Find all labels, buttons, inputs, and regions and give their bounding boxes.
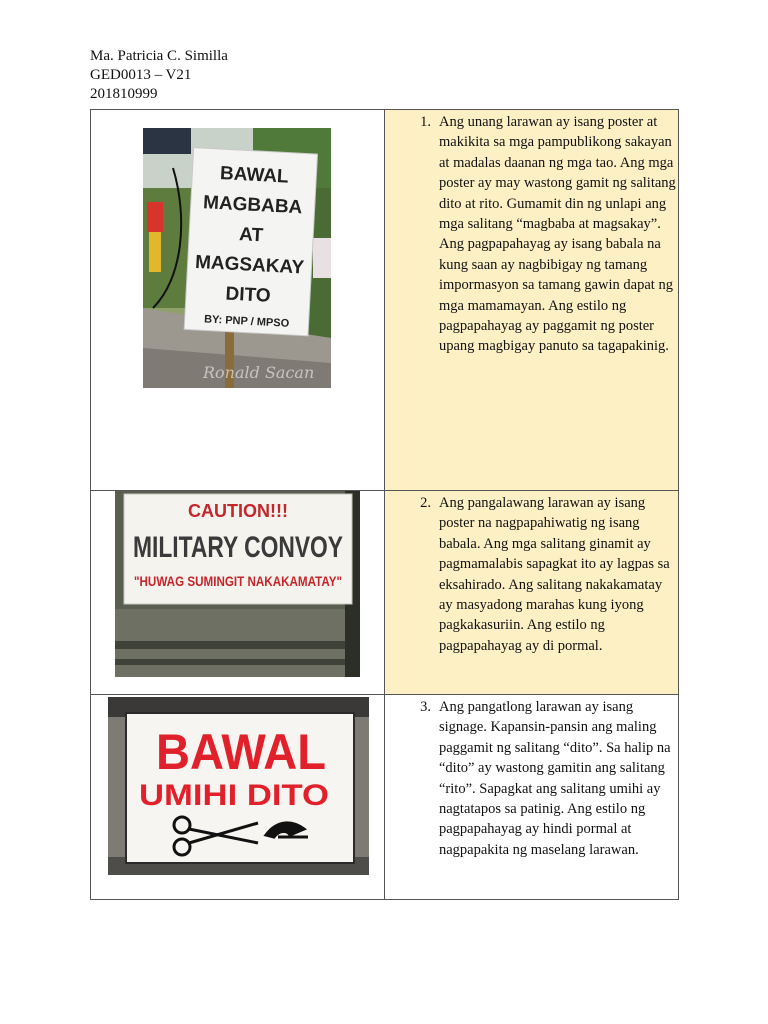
sign-credit: BY: PNP / MPSO	[203, 313, 290, 330]
image-cell	[91, 491, 385, 695]
item-number: 2.	[420, 495, 431, 511]
sign-main: MILITARY CONVOY	[133, 531, 343, 564]
text-cell	[385, 110, 679, 491]
image-cell	[91, 695, 385, 900]
author-name: Ma. Patricia C. Similla	[90, 48, 228, 64]
sign-caution: CAUTION!!!	[188, 501, 288, 521]
table-row	[91, 491, 679, 695]
analysis-table	[90, 109, 679, 900]
list-item	[385, 695, 678, 860]
document-header	[90, 47, 228, 104]
photo-watermark: Ronald Sacan	[203, 363, 315, 382]
list-item	[385, 491, 678, 656]
bawal-magbaba-photo	[143, 128, 331, 388]
text-cell	[385, 491, 679, 695]
item-number: 3.	[420, 699, 431, 715]
sign-line1: BAWAL	[156, 724, 326, 780]
sign-sub: "HUWAG SUMINGIT NAKAKAMATAY"	[134, 573, 342, 589]
item-text: Ang pangatlong larawan ay isang signage. Kapansin-pansin ang maling paggamit ng salitang “dito”. Sa halip na “dito” ay wastong gamitin ang salitang “rito”. Sapagkat ang salitang umihi ay nagtatapos sa patinig. Ang estilo ng pagpapahayag ay hindi pormal at nagpapakita ng maselang larawan.	[439, 699, 671, 858]
image-cell	[91, 110, 385, 491]
sign-line2: UMIHI DITO	[139, 779, 329, 812]
item-number: 1.	[420, 114, 431, 130]
table-row	[91, 110, 679, 491]
item-text: Ang pangalawang larawan ay isang poster na nagpapahiwatig ng isang babala. Ang mga salitang ginamit ay pagmamalabis sapagkat ito ay lagpas sa eksahirado. Ang salitang nakakamatay ay masyadong marahas kung iyong pagkakasuriin. Ang estilo ng pagpapahayag ay di pormal.	[439, 495, 670, 654]
text-cell	[385, 695, 679, 900]
military-convoy-photo	[115, 491, 360, 677]
sign-line: BAWAL	[219, 163, 290, 188]
list-item	[385, 110, 678, 357]
course-code: GED0013 – V21	[90, 67, 192, 83]
bawal-umihi-photo	[108, 697, 369, 875]
sign-line: MAGSAKAY	[194, 251, 305, 279]
student-id: 201810999	[90, 86, 158, 102]
sign-line: MAGBABA	[202, 192, 303, 219]
sign-line: DITO	[224, 283, 272, 307]
table-row	[91, 695, 679, 900]
item-text: Ang unang larawan ay isang poster at makikita sa mga pampublikong sakayan at madalas daanan ng mga tao. Ang mga poster ay may wastong gamit ng salitang dito at rito. Gumamit din ng unlapi ang mga salitang “magbaba at magsakay”. Ang pagpapahayag ay isang babala na kung saan ay nagbibigay ng tamang impormasyon sa tamang gawin dapat ng mga mamamayan. Ang estilo ng pagpapahayag ay paggamit ng poster upang magbigay panuto sa tagapakinig.	[439, 114, 676, 355]
sign-line: AT	[238, 224, 264, 247]
